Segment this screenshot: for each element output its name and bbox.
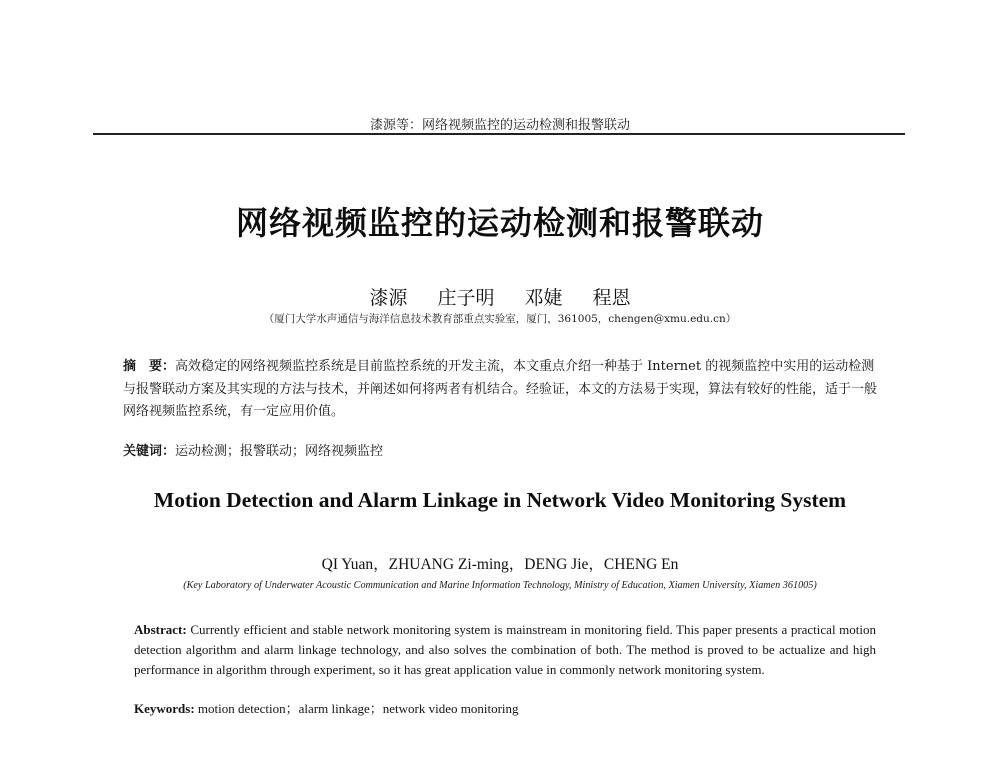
authors-chinese [0,283,1000,310]
author-name: 程恩 [592,287,631,309]
header-rule [93,133,905,135]
keywords-chinese [123,440,883,459]
keywords-label: 关键词： [123,444,176,459]
keywords-label: Keywords: [134,701,195,716]
paper-title-chinese: 网络视频监控的运动检测和报警联动 [235,204,764,242]
abstract-english [134,620,876,680]
authors-english: QI Yuan，ZHUANG Zi-ming，DENG Jie，CHENG En [321,556,679,573]
affiliation-chinese: （厦门大学水声通信与海洋信息技术教育部重点实验室，厦门，361005，chengen@xmu.edu.cn） [263,313,737,325]
abstract-label: 摘 要： [123,359,176,374]
abstract-text: 高效稳定的网络视频监控系统是目前监控系统的开发主流，本文重点介绍一种基于 Internet 的视频监控中实用的运动检测与报警联动方案及其实现的方法与技术，并阐述如何将两者有机结合。经验证，本文的方法易于实现，算法有较好的性能，适于一般网络视频监控系统，有一定应用价值。 [123,359,878,419]
affiliation-english: (Key Laboratory of Underwater Acoustic Communication and Marine Information Technology, Ministry of Education, Xiamen University, Xiamen 361005) [183,580,817,591]
author-name: 漆源 [369,287,408,309]
abstract-label: Abstract: [134,622,187,637]
paper-title-english: Motion Detection and Alarm Linkage in Network Video Monitoring System [153,488,847,512]
keywords-text: motion detection；alarm linkage；network video monitoring [197,701,519,716]
abstract-chinese [123,356,883,424]
running-header: 漆源等：网络视频监控的运动检测和报警联动 [369,118,630,133]
author-name: 邓婕 [524,287,563,309]
abstract-text: Currently efficient and stable network monitoring system is mainstream in monitoring field. This paper presents a practical motion detection algorithm and alarm linkage technology, and also solves the combination of both. The method is proved to be actualize and high performance in algorithm through experiment, so it has great application value in commonly network monitoring system. [134,622,876,677]
keywords-text: 运动检测；报警联动；网络视频监控 [175,444,384,459]
keywords-english [134,698,876,717]
author-name: 庄子明 [437,287,495,309]
